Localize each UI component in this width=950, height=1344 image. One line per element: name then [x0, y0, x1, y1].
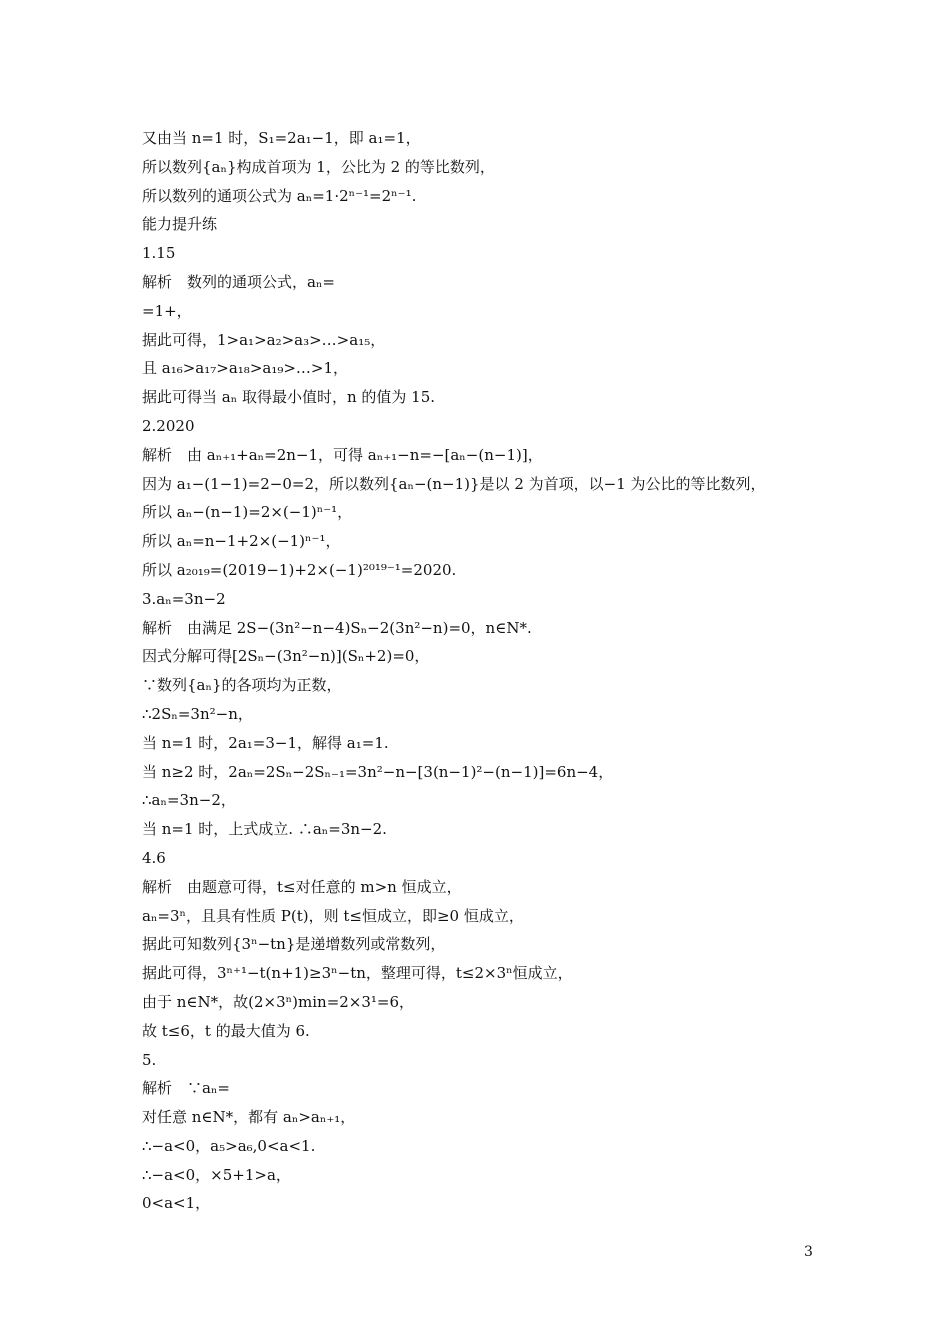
text-line: ∴−a<0，×5+1>a，	[142, 1165, 291, 1184]
text-line: 对任意 n∈N*，都有 aₙ>aₙ₊₁，	[142, 1108, 356, 1127]
text-line: 故 t≤6，t 的最大值为 6.	[142, 1021, 310, 1040]
solution-text	[142, 124, 842, 1218]
text-line: 又由当 n=1 时，S₁=2a₁−1，即 a₁=1，	[142, 129, 421, 147]
text-line: ∴−a<0，a₅>a₆,0<a<1.	[142, 1136, 316, 1155]
text-line: 且 a₁₆>a₁₇>a₁₈>a₁₉>…>1，	[142, 359, 349, 378]
page-number: 3	[804, 1244, 813, 1260]
answer-line: 5.	[142, 1050, 157, 1069]
text-line: 据此可得当 aₙ 取得最小值时，n 的值为 15.	[142, 388, 436, 407]
answer-line: 1.15	[142, 244, 176, 263]
text-line: 解析 数列的通项公式，aₙ=	[142, 272, 336, 291]
text-line: 所以 aₙ−(n−1)=2×(−1)ⁿ⁻¹，	[142, 503, 353, 522]
text-line: 所以 aₙ=n−1+2×(−1)ⁿ⁻¹，	[142, 532, 341, 551]
text-line: aₙ=3ⁿ，且具有性质 P(t)，则 t≤恒成立，即≥0 恒成立，	[142, 906, 524, 925]
text-line: ∴aₙ=3n−2，	[142, 791, 236, 810]
text-line: 由于 n∈N*，故(2×3ⁿ)min=2×3¹=6，	[142, 992, 415, 1011]
text-line: 所以数列的通项公式为 aₙ=1·2ⁿ⁻¹=2ⁿ⁻¹.	[142, 186, 417, 205]
text-line: 解析 ∵aₙ=	[142, 1079, 231, 1098]
answer-line: 2.2020	[142, 416, 195, 435]
text-line: 据此可得，3ⁿ⁺¹−t(n+1)≥3ⁿ−tn，整理可得，t≤2×3ⁿ恒成立，	[142, 964, 573, 983]
text-line: 解析 由满足 2S−(3n²−n−4)Sₙ−2(3n²−n)=0，n∈N*.	[142, 618, 532, 637]
text-line: 当 n≥2 时，2aₙ=2Sₙ−2Sₙ₋₁=3n²−n−[3(n−1)²−(n−1)]=6n−4，	[142, 762, 614, 781]
text-line: 据此可知数列{3ⁿ−tn}是递增数列或常数列，	[142, 935, 446, 954]
section-heading: 能力提升练	[142, 215, 218, 234]
text-line: ∵数列{aₙ}的各项均为正数，	[142, 676, 342, 695]
text-line: 所以 a₂₀₁₉=(2019−1)+2×(−1)²⁰¹⁹⁻¹=2020.	[142, 560, 457, 579]
text-line: 当 n=1 时，2a₁=3−1，解得 a₁=1.	[142, 733, 389, 752]
text-line: 因式分解可得[2Sₙ−(3n²−n)](Sₙ+2)=0，	[142, 647, 430, 666]
text-line: 所以数列{aₙ}构成首项为 1，公比为 2 的等比数列，	[142, 157, 495, 176]
text-line: 因为 a₁−(1−1)=2−0=2，所以数列{aₙ−(n−1)}是以 2 为首项，以−1 为公比的等比数列，	[142, 474, 766, 493]
text-line: ∴2Sₙ=3n²−n，	[142, 704, 253, 723]
answer-line: 3.aₙ=3n−2	[142, 589, 226, 608]
text-line: 解析 由 aₙ₊₁+aₙ=2n−1，可得 aₙ₊₁−n=−[aₙ−(n−1)]，	[142, 445, 543, 464]
text-line: =1+，	[142, 301, 192, 320]
text-line: 解析 由题意可得，t≤对任意的 m>n 恒成立，	[142, 877, 462, 896]
text-line: 据此可得，1>a₁>a₂>a₃>…>a₁₅，	[142, 330, 386, 349]
text-line: 0<a<1，	[142, 1194, 211, 1213]
text-line: 当 n=1 时，上式成立. ∴aₙ=3n−2.	[142, 820, 387, 839]
answer-line: 4.6	[142, 848, 166, 867]
